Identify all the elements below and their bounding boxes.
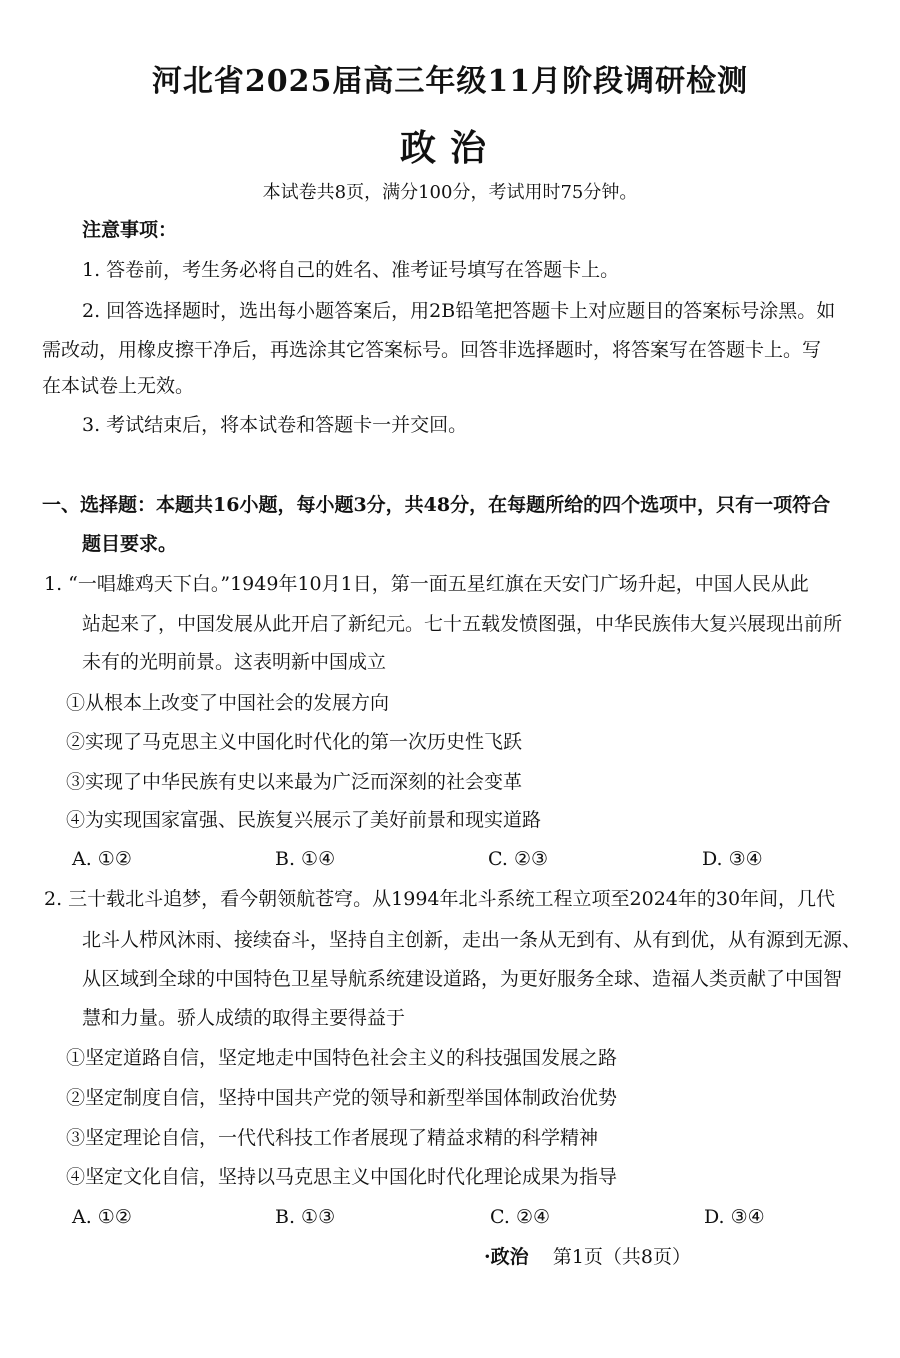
q2-option-a: A. ①② — [72, 1206, 132, 1228]
q1-item-4: ④为实现国家富强、民族复兴展示了美好前景和现实道路 — [66, 809, 542, 831]
q2-stem-line-2: 北斗人栉风沐雨、接续奋斗，坚持自主创新，走出一条从无到有、从有到优，从有源到无源、 — [82, 929, 862, 951]
notice-line-3: 需改动，用橡皮擦干净后，再选涂其它答案标号。回答非选择题时，将答案写在答题卡上。写 — [42, 339, 822, 361]
section-heading: 一、选择题：本题共16小题，每小题3分，共48分，在每题所给的四个选项中，只有一项符合 — [42, 494, 831, 516]
exam-title: 河北省2025届高三年级11月阶段调研检测 — [151, 64, 749, 99]
q1-option-d: D. ③④ — [702, 848, 763, 870]
notice-line-2: 2. 回答选择题时，选出每小题答案后，用2B铅笔把答题卡上对应题目的答案标号涂黑。如 — [82, 300, 836, 322]
section-heading-cont: 题目要求。 — [82, 533, 178, 555]
footer-subject: ·政治 — [484, 1246, 529, 1268]
q2-stem-line-3: 从区域到全球的中国特色卫星导航系统建设道路，为更好服务全球、造福人类贡献了中国智 — [82, 968, 843, 990]
q1-option-c: C. ②③ — [488, 848, 549, 870]
q2-option-c: C. ②④ — [490, 1206, 551, 1228]
q2-stem-line-4: 慧和力量。骄人成绩的取得主要得益于 — [82, 1007, 406, 1029]
page-footer — [484, 1242, 691, 1269]
q2-item-1: ①坚定道路自信，坚定地走中国特色社会主义的科技强国发展之路 — [66, 1047, 618, 1069]
notice-line-1: 1. 答卷前，考生务必将自己的姓名、准考证号填写在答题卡上。 — [82, 259, 620, 281]
q2-option-d: D. ③④ — [704, 1206, 765, 1228]
q2-item-3: ③坚定理论自信，一代代科技工作者展现了精益求精的科学精神 — [66, 1127, 599, 1149]
footer-page-number: 第1页（共8页） — [552, 1246, 691, 1268]
q1-option-b: B. ①④ — [275, 848, 336, 870]
notice-line-5: 3. 考试结束后，将本试卷和答题卡一并交回。 — [82, 414, 468, 436]
q2-item-2: ②坚定制度自信，坚持中国共产党的领导和新型举国体制政治优势 — [66, 1087, 618, 1109]
q1-item-1: ①从根本上改变了中国社会的发展方向 — [66, 692, 390, 714]
q1-item-3: ③实现了中华民族有史以来最为广泛而深刻的社会变革 — [66, 771, 523, 793]
q1-stem-line-2: 站起来了，中国发展从此开启了新纪元。七十五载发愤图强，中华民族伟大复兴展现出前所 — [82, 613, 843, 635]
q2-option-b: B. ①③ — [275, 1206, 336, 1228]
q2-stem-line-1: 2. 三十载北斗追梦，看今朝领航苍穹。从1994年北斗系统工程立项至2024年的30年间，几代 — [44, 888, 836, 910]
notice-line-4: 在本试卷上无效。 — [42, 375, 195, 397]
q1-option-a: A. ①② — [72, 848, 132, 870]
subject-title: 政治 — [399, 127, 500, 169]
exam-info: 本试卷共8页，满分100分，考试用时75分钟。 — [262, 182, 638, 203]
q1-stem-line-3: 未有的光明前景。这表明新中国成立 — [82, 651, 387, 673]
notice-heading: 注意事项： — [82, 219, 178, 241]
q1-item-2: ②实现了马克思主义中国化时代化的第一次历史性飞跃 — [66, 731, 523, 753]
q2-item-4: ④坚定文化自信，坚持以马克思主义中国化时代化理论成果为指导 — [66, 1166, 618, 1188]
q1-stem-line-1: 1. “一唱雄鸡天下白。”1949年10月1日，第一面五星红旗在天安门广场升起，中国人民从此 — [44, 573, 809, 595]
